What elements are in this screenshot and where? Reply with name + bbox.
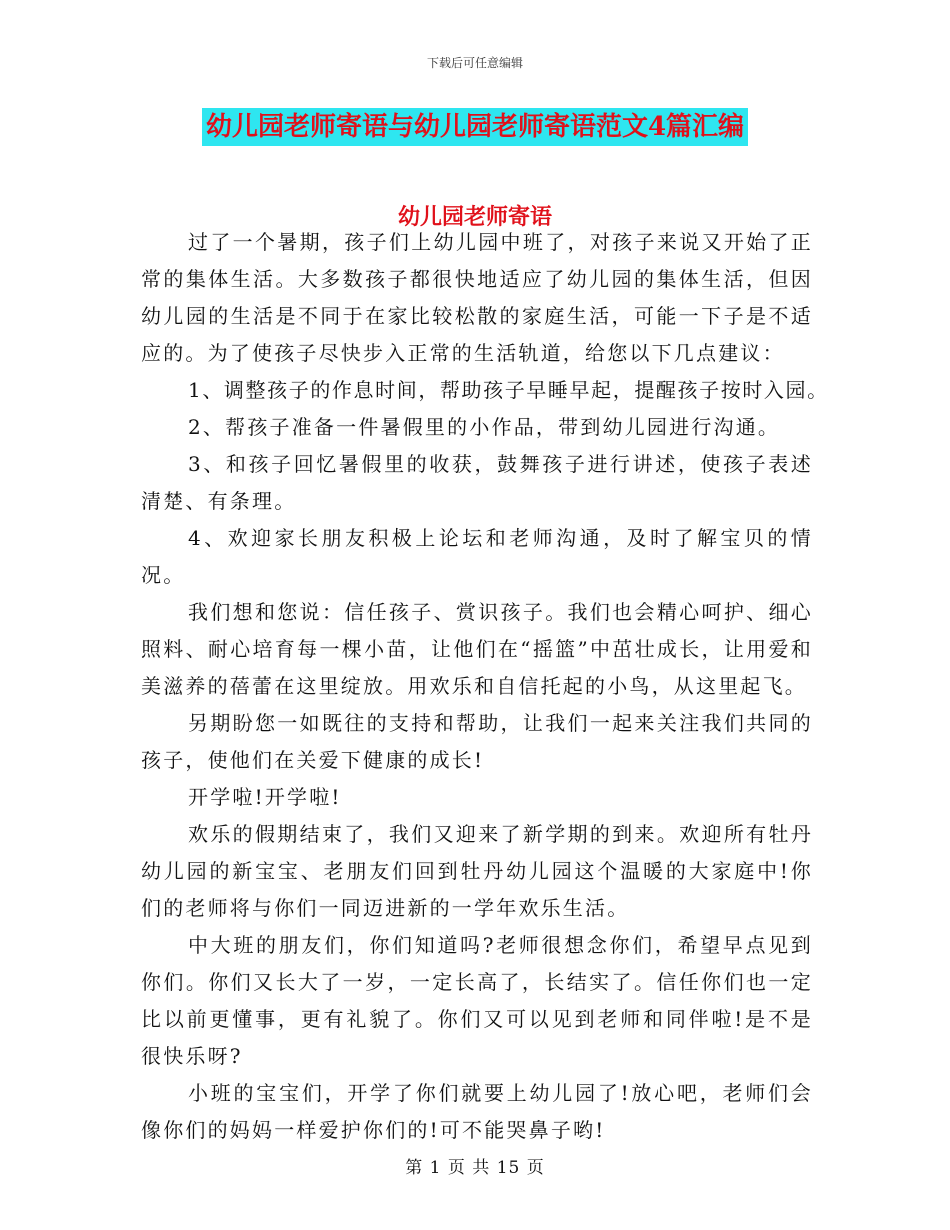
suggestion-1: 1、调整孩子的作息时间，帮助孩子早睡早起，提醒孩子按时入园。	[188, 378, 829, 402]
suggestion-2: 2、帮孩子准备一件暑假里的小作品，带到幼儿园进行沟通。	[188, 415, 781, 439]
suggestion-3: 3、和孩子回忆暑假里的收获，鼓舞孩子进行讲述，使孩子表述清楚、有条理。	[141, 452, 813, 513]
header-note: 下载后可任意编辑	[426, 56, 523, 70]
paragraph-intro: 过了一个暑期，孩子们上幼儿园中班了，对孩子来说又开始了正常的集体生活。大多数孩子都很快地适应了幼儿园的集体生活，但因幼儿园的生活是不同于在家比较松散的家庭生活，可能一下子是不适应的。为了使孩子尽快步入正常的生活轨道，给您以下几点建议：	[141, 230, 813, 365]
paragraph-school-start: 开学啦!开学啦!	[188, 785, 342, 809]
paragraph-junior-class: 小班的宝宝们，开学了你们就要上幼儿园了!放心吧，老师们会像你们的妈妈一样爱护你们的!可不能哭鼻子哟!	[141, 1081, 813, 1142]
section-title: 幼儿园老师寄语	[397, 204, 552, 230]
suggestion-4: 4、欢迎家长朋友积极上论坛和老师沟通，及时了解宝贝的情况。	[141, 526, 813, 587]
paragraph-support: 另期盼您一如既往的支持和帮助，让我们一起来关注我们共同的孩子，使他们在关爱下健康的成长!	[141, 711, 813, 772]
document-title-text: 幼儿园老师寄语与幼儿园老师寄语范文4篇汇编	[202, 108, 748, 146]
document-title	[0, 108, 950, 146]
paragraph-senior-classes: 中大班的朋友们，你们知道吗?老师很想念你们，希望早点见到你们。你们又长大了一岁，一定长高了，长结实了。信任你们也一定比以前更懂事，更有礼貌了。你们又可以见到老师和同伴啦!是不是很快乐呀?	[141, 933, 813, 1068]
page-footer: 第 1 页 共 15 页	[405, 1158, 545, 1178]
paragraph-welcome: 欢乐的假期结束了，我们又迎来了新学期的到来。欢迎所有牡丹幼儿园的新宝宝、老朋友们回到牡丹幼儿园这个温暖的大家庭中!你们的老师将与你们一同迈进新的一学年欢乐生活。	[141, 822, 813, 920]
paragraph-trust: 我们想和您说：信任孩子、赏识孩子。我们也会精心呵护、细心照料、耐心培育每一棵小苗，让他们在“摇篮”中茁壮成长，让用爱和美滋养的蓓蕾在这里绽放。用欢乐和自信托起的小鸟，从这里起飞。	[141, 600, 813, 698]
body-content	[141, 224, 829, 1149]
